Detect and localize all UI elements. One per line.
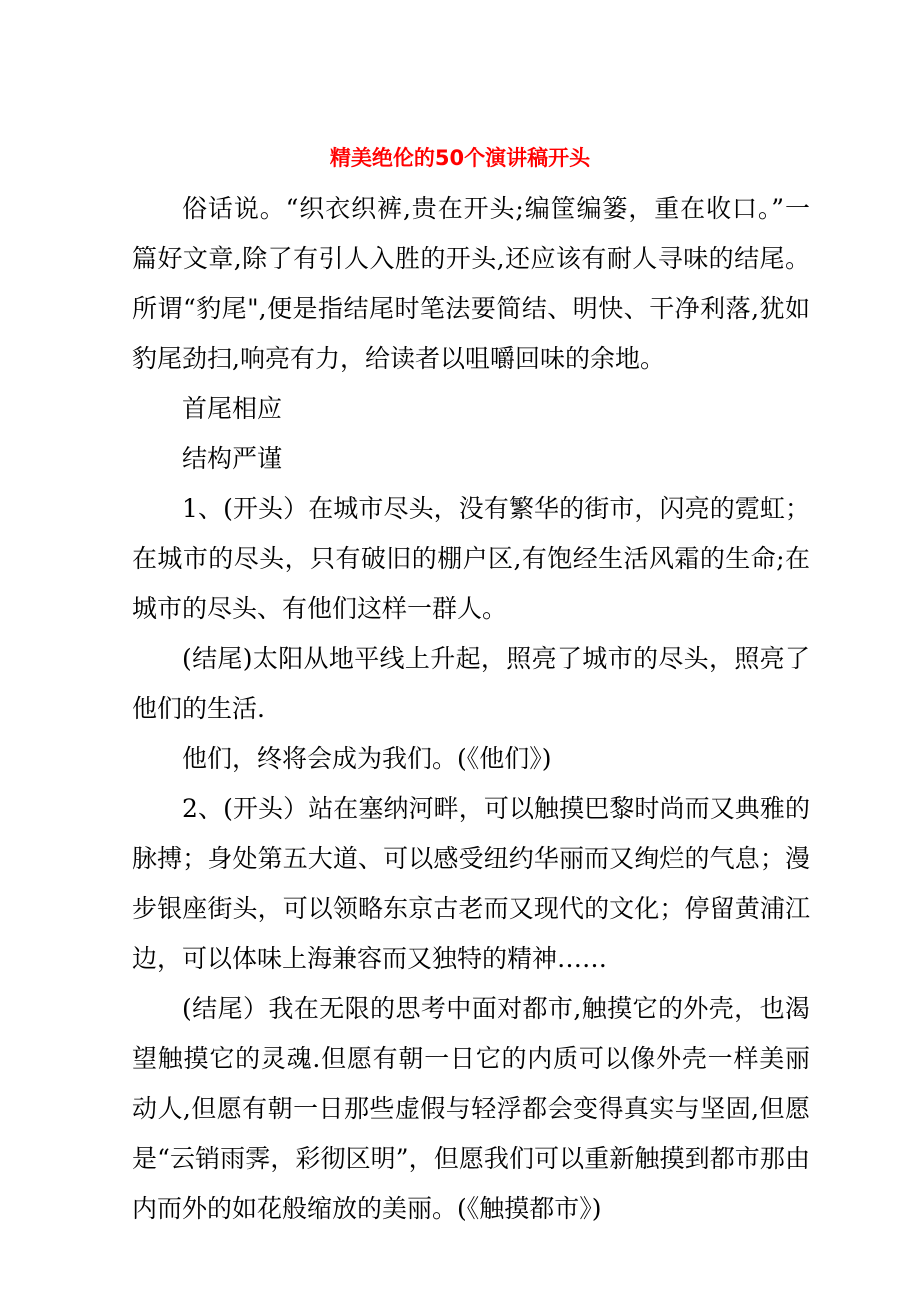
paragraph-example-1-ending: (结尾)太阳从地平线上升起，照亮了城市的尽头，照亮了他们的生活. [132,644,810,723]
paragraph-intro: 俗话说。“织衣织裤,贵在开头;编筐编篓，重在收口。”一篇好文章,除了有引人入胜的开头,还应该有耐人寻味的结尾。所谓“豹尾",便是指结尾时笔法要简结、明快、干净利落,犹如豹尾劲扫,响亮有力，给读者以咀嚼回味的余地。 [132,194,810,373]
document-title: 精美绝伦的50个演讲稿开头 [329,146,591,170]
paragraph-example-1-closing: 他们，终将会成为我们。(《他们》) [182,744,552,773]
paragraph-heading-1: 首尾相应 [182,394,283,423]
paragraph-example-2-ending: (结尾）我在无限的思考中面对都市,触摸它的外壳，也渴望触摸它的灵魂.但愿有朝一日它的内质可以像外壳一样美丽动人,但愿有朝一日那些虚假与轻浮都会变得真实与坚固,但愿是“云销雨霁，彩彻区明”，但愿我们可以重新触摸到都市那由内而外的如花般缩放的美丽。(《触摸都市》) [132,994,810,1223]
paragraph-example-1-opening: 1、(开头）在城市尽头，没有繁华的街市，闪亮的霓虹；在城市的尽头，只有破旧的棚户区,有饱经生活风霜的生命;在城市的尽头、有他们这样一群人。 [132,494,810,623]
paragraph-heading-2: 结构严谨 [182,444,283,473]
document-body [132,184,810,1234]
paragraph-example-2-opening: 2、(开头）站在塞纳河畔，可以触摸巴黎时尚而又典雅的脉搏；身处第五大道、可以感受纽约华丽而又绚烂的气息；漫步银座街头，可以领略东京古老而又现代的文化；停留黄浦江边，可以体味上海兼容而又独特的精神…… [132,794,810,973]
